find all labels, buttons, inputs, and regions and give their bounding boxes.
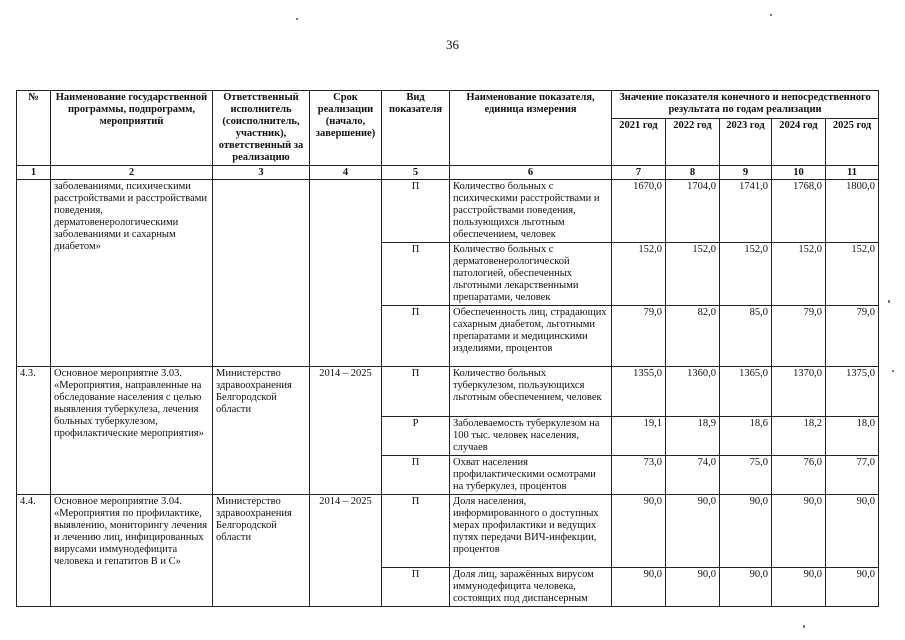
scan-speck: [888, 300, 890, 303]
header-year: 2021 год: [612, 118, 666, 165]
column-number: 4: [310, 166, 382, 180]
column-number: 8: [666, 166, 720, 180]
value-2022: 90,0: [666, 495, 720, 568]
header-kind: Вид показателя: [382, 91, 450, 166]
value-2021: 1355,0: [612, 367, 666, 417]
item-number: 4.4.: [17, 495, 51, 607]
value-2021: 73,0: [612, 456, 666, 495]
value-2024: 79,0: [772, 306, 826, 367]
column-number: 6: [450, 166, 612, 180]
value-2023: 152,0: [720, 243, 772, 306]
value-2022: 82,0: [666, 306, 720, 367]
value-2024: 76,0: [772, 456, 826, 495]
value-2024: 1370,0: [772, 367, 826, 417]
value-2025: 18,0: [826, 417, 879, 456]
table-row: [17, 495, 879, 568]
value-2021: 19,1: [612, 417, 666, 456]
indicator-name: Охват населения профилактическими осмотрами на туберкулез, процентов: [450, 456, 612, 495]
value-2024: 1768,0: [772, 180, 826, 243]
value-2024: 90,0: [772, 495, 826, 568]
measure-name: Основное мероприятие 3.03. «Мероприятия, направленные на обследование населения с целью выявления туберкулеза, лечения больных туберкулезом, профилактические мероприятия»: [51, 367, 213, 495]
value-2023: 75,0: [720, 456, 772, 495]
indicator-name: Доля лиц, заражённых вирусом иммунодефицита человека, состоящих под диспансерным: [450, 568, 612, 607]
header-term: Срок реализации (начало, завершение): [310, 91, 382, 166]
table-row: [17, 367, 879, 417]
value-2023: 90,0: [720, 568, 772, 607]
value-2023: 90,0: [720, 495, 772, 568]
indicator-kind: П: [382, 568, 450, 607]
scan-speck: [770, 14, 772, 16]
value-2024: 90,0: [772, 568, 826, 607]
indicator-kind: П: [382, 456, 450, 495]
column-number: 3: [213, 166, 310, 180]
value-2022: 74,0: [666, 456, 720, 495]
column-number: 5: [382, 166, 450, 180]
value-2025: 90,0: [826, 568, 879, 607]
value-2025: 77,0: [826, 456, 879, 495]
indicator-name: Количество больных с психическими расстройствами и расстройствами поведения, пользующихся льготным обеспечением, человек: [450, 180, 612, 243]
value-2022: 1360,0: [666, 367, 720, 417]
indicator-kind: П: [382, 367, 450, 417]
value-2025: 152,0: [826, 243, 879, 306]
value-2023: 85,0: [720, 306, 772, 367]
indicator-name: Обеспеченность лиц, страдающих сахарным диабетом, льготными препаратами и медицинскими изделиями, процентов: [450, 306, 612, 367]
indicator-name: Количество больных с дерматовенерологической патологией, обеспеченных льготными лекарственными препаратами, человек: [450, 243, 612, 306]
header-indicator: Наименование показателя, единица измерения: [450, 91, 612, 166]
indicator-name: Количество больных туберкулезом, пользующихся льготным обеспечением, человек: [450, 367, 612, 417]
value-2021: 90,0: [612, 568, 666, 607]
program-indicators-table: [16, 90, 879, 607]
value-2022: 1704,0: [666, 180, 720, 243]
executor: [213, 180, 310, 367]
table-row: [17, 180, 879, 243]
executor: Министерство здравоохранения Белгородской области: [213, 367, 310, 495]
header-year: 2024 год: [772, 118, 826, 165]
measure-name: заболеваниями, психическими расстройствами и расстройствами поведения, дерматовенерологическими заболеваниями и сахарным диабетом»: [51, 180, 213, 367]
value-2022: 152,0: [666, 243, 720, 306]
column-number: 10: [772, 166, 826, 180]
header-values-group: Значение показателя конечного и непосредственного результата по годам реализации: [612, 91, 879, 119]
value-2025: 90,0: [826, 495, 879, 568]
header-name: Наименование государственной программы, подпрограмм, мероприятий: [51, 91, 213, 166]
value-2021: 79,0: [612, 306, 666, 367]
header-year: 2022 год: [666, 118, 720, 165]
indicator-kind: П: [382, 495, 450, 568]
indicator-kind: Р: [382, 417, 450, 456]
indicator-kind: П: [382, 180, 450, 243]
value-2022: 18,9: [666, 417, 720, 456]
value-2022: 90,0: [666, 568, 720, 607]
value-2023: 1365,0: [720, 367, 772, 417]
executor: Министерство здравоохранения Белгородской области: [213, 495, 310, 607]
item-number: [17, 180, 51, 367]
implementation-term: 2014 – 2025: [310, 495, 382, 607]
implementation-term: [310, 180, 382, 367]
column-number: 7: [612, 166, 666, 180]
value-2021: 90,0: [612, 495, 666, 568]
indicator-name: Заболеваемость туберкулезом на 100 тыс. человек населения, случаев: [450, 417, 612, 456]
implementation-term: 2014 – 2025: [310, 367, 382, 495]
column-number: 1: [17, 166, 51, 180]
item-number: 4.3.: [17, 367, 51, 495]
header-year: 2025 год: [826, 118, 879, 165]
header-executor: Ответственный исполнитель (соисполнитель, участник), ответственный за реализацию: [213, 91, 310, 166]
indicator-kind: П: [382, 243, 450, 306]
value-2025: 79,0: [826, 306, 879, 367]
value-2021: 152,0: [612, 243, 666, 306]
value-2023: 1741,0: [720, 180, 772, 243]
value-2024: 152,0: [772, 243, 826, 306]
indicator-name: Доля населения, информированного о доступных мерах профилактики и ведущих путях передачи ВИЧ-инфекции, процентов: [450, 495, 612, 568]
indicator-kind: П: [382, 306, 450, 367]
column-number: 2: [51, 166, 213, 180]
column-number: 11: [826, 166, 879, 180]
value-2025: 1375,0: [826, 367, 879, 417]
value-2021: 1670,0: [612, 180, 666, 243]
value-2024: 18,2: [772, 417, 826, 456]
column-numbers-row: [17, 166, 879, 180]
column-number: 9: [720, 166, 772, 180]
header-year: 2023 год: [720, 118, 772, 165]
header-no: №: [17, 91, 51, 166]
page-number: 36: [446, 37, 459, 52]
scan-speck: [803, 625, 805, 628]
value-2023: 18,6: [720, 417, 772, 456]
scan-speck: [296, 18, 298, 20]
scan-speck: [892, 370, 894, 372]
measure-name: Основное мероприятие 3.04. «Мероприятия по профилактике, выявлению, мониторингу лечения и лечению лиц, инфицированных вирусами иммунодефицита человека и гепатитов B и C»: [51, 495, 213, 607]
value-2025: 1800,0: [826, 180, 879, 243]
